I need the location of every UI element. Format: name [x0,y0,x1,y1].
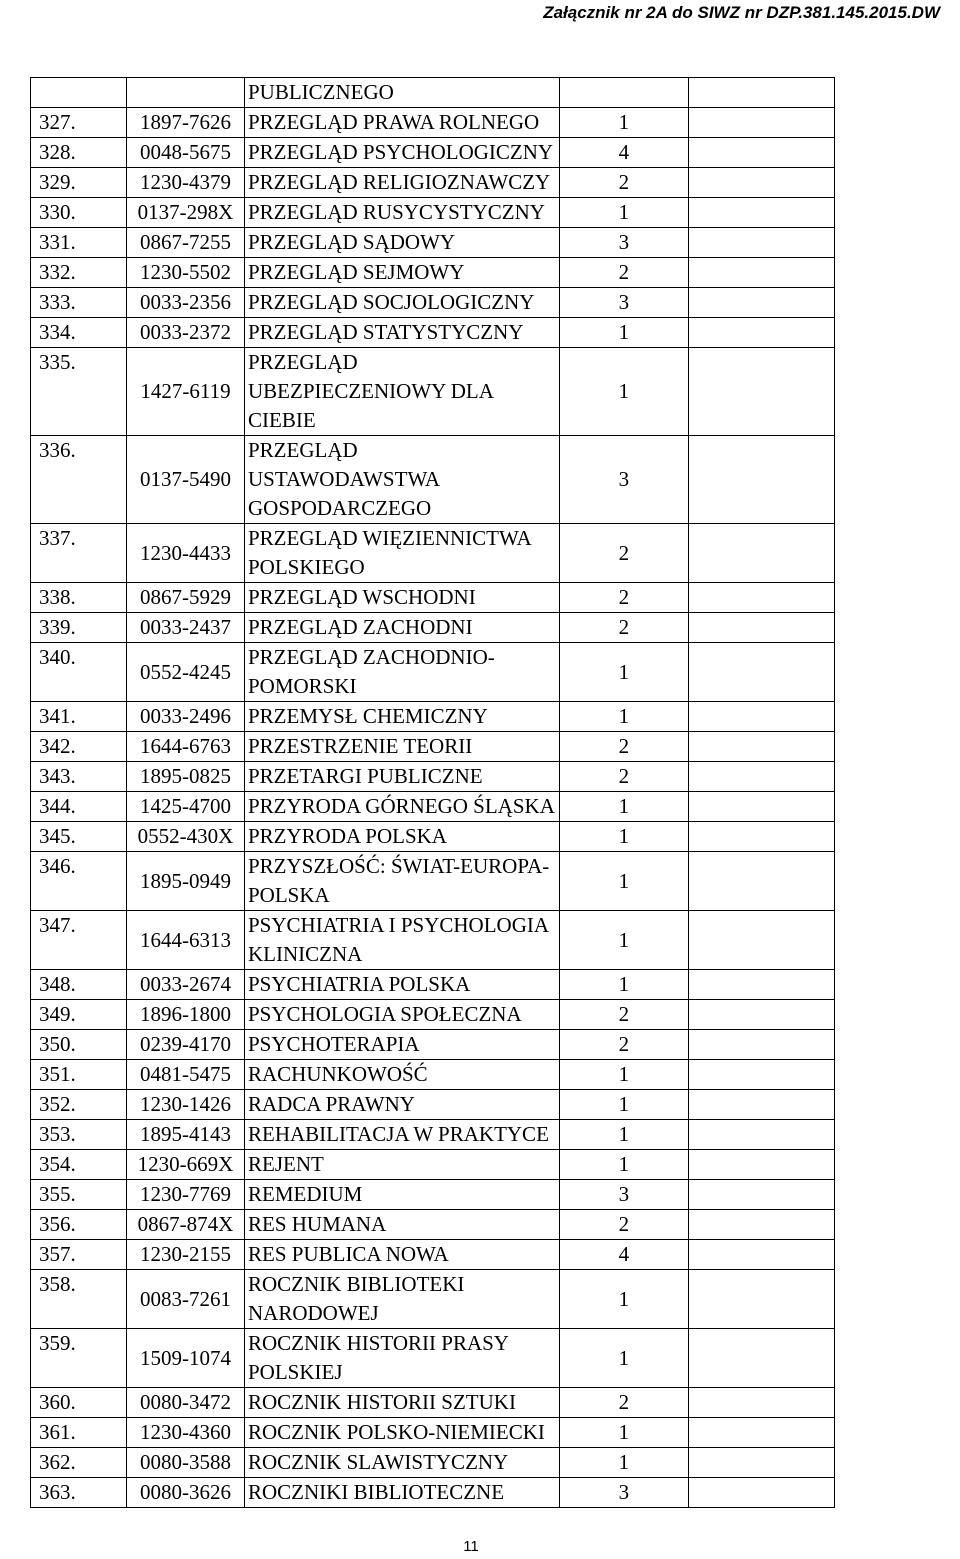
row-number-cell: 333. [31,288,127,318]
title-line: REHABILITACJA W PRAKTYCE [248,1122,549,1146]
issn-cell: 0552-4245 [127,643,245,702]
issn-cell: 0033-2674 [127,970,245,1000]
table-row [31,822,835,852]
title-line: PRZYRODA GÓRNEGO ŚLĄSKA [248,794,555,818]
row-number-cell: 341. [31,702,127,732]
issn-cell: 1230-7769 [127,1180,245,1210]
issn-cell: 1644-6313 [127,911,245,970]
issn-cell: 1230-1426 [127,1090,245,1120]
issn-cell: 1896-1800 [127,1000,245,1030]
issn-cell: 1230-5502 [127,258,245,288]
table-row [31,198,835,228]
row-number-cell: 351. [31,1060,127,1090]
title-line: ROCZNIK POLSKO-NIEMIECKI [248,1420,545,1444]
title-cell [245,168,560,198]
title-line: RADCA PRAWNY [248,1092,415,1116]
title-cell [245,1060,560,1090]
row-number-cell: 356. [31,1210,127,1240]
quantity-cell: 1 [559,911,688,970]
issn-cell: 1895-0949 [127,852,245,911]
issn-cell: 0239-4170 [127,1030,245,1060]
row-number-cell: 330. [31,198,127,228]
title-cell [245,702,560,732]
title-line: PRZYSZŁOŚĆ: ŚWIAT-EUROPA- [248,854,550,878]
title-cell [245,1210,560,1240]
periodicals-table-body [31,78,835,1508]
title-cell [245,970,560,1000]
quantity-cell: 2 [559,1388,688,1418]
title-cell [245,138,560,168]
empty-cell [688,702,834,732]
issn-cell: 1895-0825 [127,762,245,792]
title-line: PRZEGLĄD STATYSTYCZNY [248,320,524,344]
title-line: PSYCHIATRIA I PSYCHOLOGIA [248,913,550,937]
empty-cell [688,911,834,970]
issn-cell: 0552-430X [127,822,245,852]
quantity-cell: 1 [559,108,688,138]
row-number-cell: 338. [31,583,127,613]
row-number-cell: 336. [31,436,127,524]
table-row [31,583,835,613]
issn-cell: 0867-874X [127,1210,245,1240]
empty-cell [688,318,834,348]
title-line: POLSKIEJ [248,1360,343,1384]
row-number-cell: 339. [31,613,127,643]
row-number-cell: 342. [31,732,127,762]
empty-cell [688,613,834,643]
title-line: PRZEGLĄD PRAWA ROLNEGO [248,110,540,134]
quantity-cell: 2 [559,258,688,288]
table-row [31,702,835,732]
title-cell [245,288,560,318]
table-row [31,911,835,970]
title-line: PRZEGLĄD RELIGIOZNAWCZY [248,170,551,194]
issn-cell: 0033-2437 [127,613,245,643]
table-row [31,288,835,318]
title-cell [245,348,560,436]
title-line: PRZEGLĄD [248,438,358,462]
issn-cell: 1644-6763 [127,732,245,762]
row-number-cell: 355. [31,1180,127,1210]
empty-cell [688,168,834,198]
empty-cell [688,1329,834,1388]
issn-cell: 1230-2155 [127,1240,245,1270]
issn-cell: 0867-7255 [127,228,245,258]
title-line: PRZEGLĄD PSYCHOLOGICZNY [248,140,554,164]
title-line: REJENT [248,1152,324,1176]
title-cell [245,613,560,643]
title-line: PRZEMYSŁ CHEMICZNY [248,704,488,728]
quantity-cell: 1 [559,852,688,911]
title-line: ROCZNIKI BIBLIOTECZNE [248,1480,505,1504]
title-line: POLSKIEGO [248,555,365,579]
empty-cell [688,198,834,228]
title-cell [245,258,560,288]
issn-cell: 0137-298X [127,198,245,228]
table-row [31,970,835,1000]
table-row [31,1240,835,1270]
title-cell [245,228,560,258]
empty-cell [688,524,834,583]
issn-cell: 1897-7626 [127,108,245,138]
empty-cell [688,108,834,138]
empty-cell [688,78,834,108]
empty-cell [688,1210,834,1240]
table-row [31,258,835,288]
table-row [31,1270,835,1329]
issn-cell: 0033-2356 [127,288,245,318]
row-number-cell: 347. [31,911,127,970]
table-row [31,613,835,643]
quantity-cell: 1 [559,198,688,228]
title-cell [245,583,560,613]
title-line: ROCZNIK SLAWISTYCZNY [248,1450,509,1474]
title-line: PSYCHOLOGIA SPOŁECZNA [248,1002,522,1026]
table-row [31,1000,835,1030]
row-number-cell: 358. [31,1270,127,1329]
issn-cell: 1230-669X [127,1150,245,1180]
table-row [31,792,835,822]
title-cell [245,1240,560,1270]
empty-cell [688,1180,834,1210]
row-number-cell: 357. [31,1240,127,1270]
row-number-cell: 343. [31,762,127,792]
title-line: PRZEGLĄD SEJMOWY [248,260,465,284]
row-number-cell: 359. [31,1329,127,1388]
title-cell [245,1180,560,1210]
issn-cell: 1509-1074 [127,1329,245,1388]
empty-cell [688,138,834,168]
quantity-cell: 1 [559,1448,688,1478]
table-row [31,1090,835,1120]
title-line: PRZEGLĄD WSCHODNI [248,585,476,609]
title-cell [245,78,560,108]
title-cell [245,318,560,348]
table-row [31,1180,835,1210]
title-cell [245,822,560,852]
title-cell [245,524,560,583]
table-row [31,1329,835,1388]
issn-cell: 0033-2372 [127,318,245,348]
title-line: CIEBIE [248,408,316,432]
title-line: PRZEGLĄD ZACHODNIO- [248,645,495,669]
title-line: PSYCHOTERAPIA [248,1032,420,1056]
title-cell [245,1329,560,1388]
title-line: USTAWODAWSTWA [248,467,441,491]
empty-cell [688,1270,834,1329]
empty-cell [688,732,834,762]
title-line: POLSKA [248,883,330,907]
row-number-cell: 352. [31,1090,127,1120]
row-number-cell: 329. [31,168,127,198]
title-line: PUBLICZNEGO [248,80,394,104]
row-number-cell: 328. [31,138,127,168]
empty-cell [688,436,834,524]
quantity-cell: 2 [559,524,688,583]
quantity-cell: 1 [559,643,688,702]
row-number-cell: 360. [31,1388,127,1418]
title-cell [245,911,560,970]
row-number-cell: 353. [31,1120,127,1150]
quantity-cell: 2 [559,583,688,613]
quantity-cell: 3 [559,1478,688,1508]
title-cell [245,1270,560,1329]
issn-cell: 1895-4143 [127,1120,245,1150]
title-cell [245,436,560,524]
empty-cell [688,1000,834,1030]
title-line: PRZEGLĄD WIĘZIENNICTWA [248,526,532,550]
table-row [31,348,835,436]
table-row [31,1418,835,1448]
issn-cell [127,78,245,108]
title-line: PRZEGLĄD RUSYCYSTYCZNY [248,200,545,224]
table-row [31,1210,835,1240]
row-number-cell: 354. [31,1150,127,1180]
table-row [31,732,835,762]
title-line: PSYCHIATRIA POLSKA [248,972,471,996]
title-cell [245,643,560,702]
quantity-cell: 1 [559,1329,688,1388]
issn-cell: 0083-7261 [127,1270,245,1329]
table-row [31,168,835,198]
empty-cell [688,852,834,911]
empty-cell [688,1240,834,1270]
periodicals-table [30,77,835,1508]
table-row [31,1150,835,1180]
title-cell [245,762,560,792]
empty-cell [688,348,834,436]
quantity-cell: 3 [559,288,688,318]
quantity-cell: 2 [559,1210,688,1240]
quantity-cell: 1 [559,702,688,732]
title-cell [245,852,560,911]
title-line: PRZEGLĄD ZACHODNI [248,615,473,639]
issn-cell: 0080-3626 [127,1478,245,1508]
title-cell [245,1418,560,1448]
empty-cell [688,1478,834,1508]
issn-cell: 0048-5675 [127,138,245,168]
row-number-cell: 348. [31,970,127,1000]
quantity-cell: 1 [559,1090,688,1120]
row-number-cell: 361. [31,1418,127,1448]
title-cell [245,1388,560,1418]
title-line: PRZEGLĄD SĄDOWY [248,230,456,254]
quantity-cell: 1 [559,1150,688,1180]
quantity-cell: 3 [559,1180,688,1210]
empty-cell [688,1030,834,1060]
title-cell [245,198,560,228]
empty-cell [688,1090,834,1120]
quantity-cell: 3 [559,228,688,258]
table-row [31,524,835,583]
table-row [31,1388,835,1418]
empty-cell [688,1448,834,1478]
row-number-cell: 363. [31,1478,127,1508]
row-number-cell: 335. [31,348,127,436]
table-row [31,228,835,258]
issn-cell: 1425-4700 [127,792,245,822]
empty-cell [688,822,834,852]
table-row [31,1060,835,1090]
empty-cell [688,1388,834,1418]
document-header: Załącznik nr 2A do SIWZ nr DZP.381.145.2015.DW [543,3,940,22]
empty-cell [688,970,834,1000]
row-number-cell: 345. [31,822,127,852]
table-row [31,1448,835,1478]
row-number-cell: 327. [31,108,127,138]
quantity-cell: 1 [559,348,688,436]
title-cell [245,1000,560,1030]
title-line: RES PUBLICA NOWA [248,1242,449,1266]
row-number-cell: 332. [31,258,127,288]
quantity-cell: 2 [559,168,688,198]
quantity-cell: 2 [559,613,688,643]
quantity-cell: 3 [559,436,688,524]
table-row [31,852,835,911]
title-line: UBEZPIECZENIOWY DLA [248,379,494,403]
quantity-cell: 2 [559,762,688,792]
table-row [31,762,835,792]
title-line: KLINICZNA [248,942,363,966]
issn-cell: 0080-3472 [127,1388,245,1418]
title-line: RACHUNKOWOŚĆ [248,1062,428,1086]
title-cell [245,1090,560,1120]
title-cell [245,1150,560,1180]
table-row [31,78,835,108]
empty-cell [688,1150,834,1180]
title-line: ROCZNIK BIBLIOTEKI [248,1272,465,1296]
title-cell [245,1478,560,1508]
empty-cell [688,583,834,613]
issn-cell: 0867-5929 [127,583,245,613]
table-row [31,643,835,702]
issn-cell: 1230-4433 [127,524,245,583]
issn-cell: 0137-5490 [127,436,245,524]
title-line: PRZETARGI PUBLICZNE [248,764,483,788]
title-cell [245,108,560,138]
row-number-cell: 331. [31,228,127,258]
table-row [31,108,835,138]
table-row [31,318,835,348]
issn-cell: 0481-5475 [127,1060,245,1090]
row-number-cell: 362. [31,1448,127,1478]
quantity-cell: 1 [559,1418,688,1448]
quantity-cell: 2 [559,1030,688,1060]
quantity-cell: 1 [559,822,688,852]
row-number-cell: 337. [31,524,127,583]
title-line: ROCZNIK HISTORII SZTUKI [248,1390,516,1414]
quantity-cell: 2 [559,1000,688,1030]
empty-cell [688,643,834,702]
table-row [31,1030,835,1060]
row-number-cell [31,78,127,108]
row-number-cell: 334. [31,318,127,348]
title-cell [245,1120,560,1150]
quantity-cell: 1 [559,970,688,1000]
quantity-cell: 1 [559,1270,688,1329]
issn-cell: 1230-4379 [127,168,245,198]
title-cell [245,1030,560,1060]
title-cell [245,732,560,762]
title-line: PRZESTRZENIE TEORII [248,734,473,758]
empty-cell [688,762,834,792]
empty-cell [688,1060,834,1090]
quantity-cell [559,78,688,108]
quantity-cell: 1 [559,318,688,348]
quantity-cell: 1 [559,792,688,822]
title-line: GOSPODARCZEGO [248,496,432,520]
empty-cell [688,258,834,288]
table-row [31,1120,835,1150]
issn-cell: 0080-3588 [127,1448,245,1478]
title-line: PRZYRODA POLSKA [248,824,447,848]
quantity-cell: 2 [559,732,688,762]
table-row [31,436,835,524]
empty-cell [688,228,834,258]
quantity-cell: 4 [559,138,688,168]
title-cell [245,792,560,822]
title-line: REMEDIUM [248,1182,363,1206]
title-line: NARODOWEJ [248,1301,379,1325]
row-number-cell: 344. [31,792,127,822]
empty-cell [688,1120,834,1150]
row-number-cell: 340. [31,643,127,702]
title-line: PRZEGLĄD [248,350,358,374]
quantity-cell: 1 [559,1120,688,1150]
page-number: 11 [463,1538,479,1555]
issn-cell: 0033-2496 [127,702,245,732]
issn-cell: 1427-6119 [127,348,245,436]
empty-cell [688,792,834,822]
title-line: PRZEGLĄD SOCJOLOGICZNY [248,290,535,314]
empty-cell [688,1418,834,1448]
title-line: RES HUMANA [248,1212,387,1236]
title-line: ROCZNIK HISTORII PRASY [248,1331,509,1355]
title-cell [245,1448,560,1478]
quantity-cell: 4 [559,1240,688,1270]
title-line: POMORSKI [248,674,357,698]
row-number-cell: 349. [31,1000,127,1030]
issn-cell: 1230-4360 [127,1418,245,1448]
row-number-cell: 350. [31,1030,127,1060]
table-row [31,1478,835,1508]
empty-cell [688,288,834,318]
table-row [31,138,835,168]
quantity-cell: 1 [559,1060,688,1090]
row-number-cell: 346. [31,852,127,911]
